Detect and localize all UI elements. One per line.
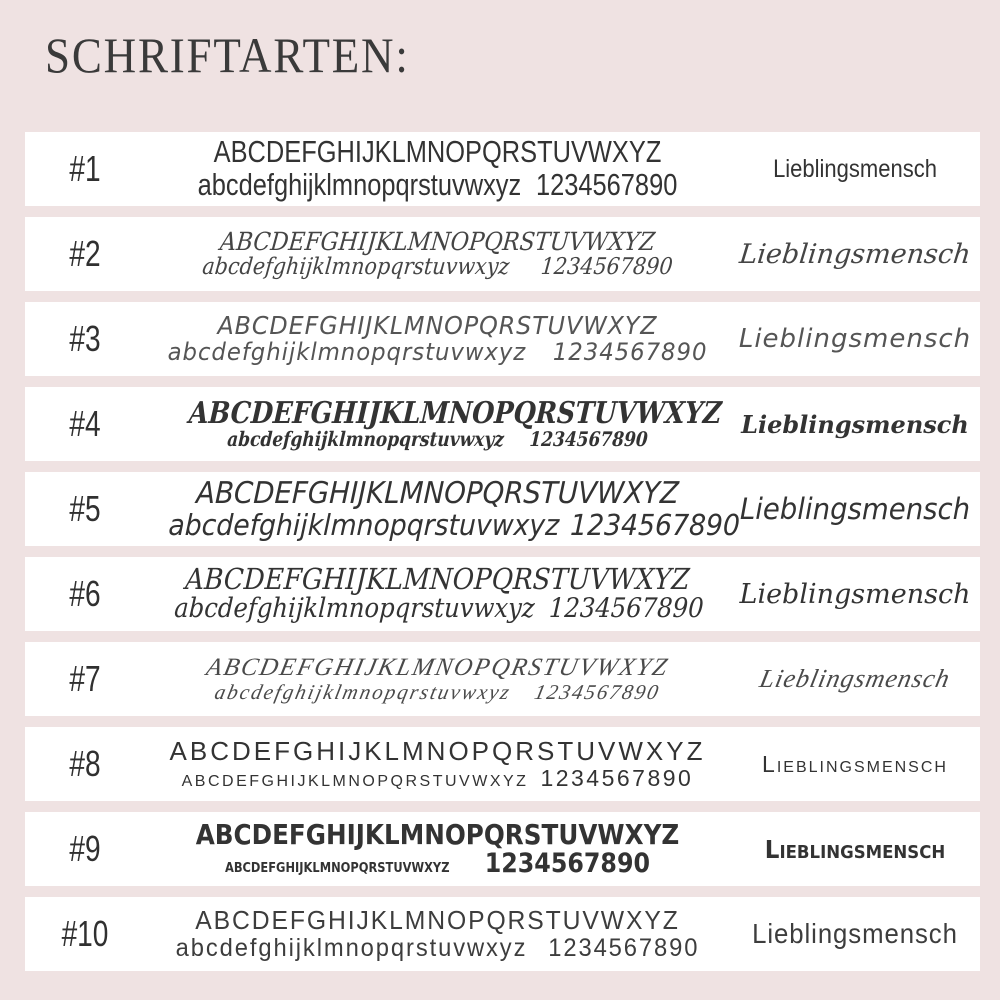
specimen-digits: 1234567890	[548, 593, 705, 625]
font-number: #7	[69, 658, 101, 699]
sample-word: Lieblingsmensch	[741, 409, 969, 439]
specimen-lowercase-line	[167, 507, 741, 542]
specimen-lowercase: abcdefghijklmnopqrstuvwxyz	[201, 254, 511, 281]
specimen-uppercase: ABCDEFGHIJKLMNOPQRSTUVWXYZ	[218, 226, 657, 256]
font-row-10	[25, 897, 980, 971]
specimen-lowercase-line	[173, 593, 705, 625]
specimen-uppercase: ABCDEFGHIJKLMNOPQRSTUVWXYZ	[169, 736, 706, 767]
specimen-uppercase: ABCDEFGHIJKLMNOPQRSTUVWXYZ	[195, 904, 680, 935]
font-specimen	[145, 313, 730, 365]
font-specimen	[145, 738, 730, 790]
specimen-lowercase: abcdefghijklmnopqrstuvwxyz	[197, 167, 522, 202]
specimen-lowercase-line	[160, 337, 716, 366]
specimen-lowercase-line	[180, 847, 695, 879]
specimen-lowercase-line	[188, 429, 687, 450]
specimen-lowercase-line	[173, 255, 702, 279]
specimen-lowercase-line	[143, 681, 733, 703]
specimen-digits: 1234567890	[540, 764, 694, 791]
specimen-lowercase: abcdefghijklmnopqrstuvwxyz	[175, 933, 528, 962]
specimen-uppercase: ABCDEFGHIJKLMNOPQRSTUVWXYZ	[184, 562, 691, 597]
specimen-uppercase: ABCDEFGHIJKLMNOPQRSTUVWXYZ	[203, 653, 672, 681]
specimen-lowercase: abcdefghijklmnopqrstuvwxyz	[226, 427, 505, 452]
specimen-lowercase: abcdefghijklmnopqrstuvwxyz	[181, 764, 529, 791]
sample-word: Lieblingsmensch	[739, 578, 971, 610]
specimen-lowercase: abcdefghijklmnopqrstuvwxyz	[167, 337, 527, 366]
specimen-digits: 1234567890	[528, 427, 649, 452]
font-row-4	[25, 387, 980, 461]
specimen-uppercase: ABCDEFGHIJKLMNOPQRSTUVWXYZ	[187, 395, 723, 431]
font-number: #2	[69, 233, 101, 274]
specimen-uppercase: ABCDEFGHIJKLMNOPQRSTUVWXYZ	[195, 817, 680, 851]
sample-word: Lieblingsmensch	[737, 238, 973, 270]
specimen-lowercase: abcdefghijklmnopqrstuvwxyz	[173, 593, 536, 625]
specimen-lowercase-line	[160, 935, 716, 962]
font-list	[25, 132, 980, 971]
page-title: SCHRIFTARTEN:	[45, 27, 410, 83]
sample-word: Lieblingsmensch	[739, 492, 971, 526]
font-number: #5	[69, 488, 101, 529]
font-specimen	[145, 395, 730, 452]
font-number: #4	[69, 403, 101, 444]
font-row-5	[25, 472, 980, 546]
font-row-9	[25, 812, 980, 886]
specimen-lowercase-line	[198, 169, 678, 202]
specimen-uppercase: ABCDEFGHIJKLMNOPQRSTUVWXYZ	[217, 311, 658, 341]
specimen-digits: 1234567890	[548, 933, 700, 962]
font-specimen	[145, 226, 730, 281]
sample-word: Lieblingsmensch	[773, 154, 937, 183]
specimen-lowercase: abcdefghijklmnopqrstuvwxyz	[167, 507, 560, 542]
specimen-lowercase: abcdefghijklmnopqrstuvwxyz	[212, 680, 514, 705]
sample-word: Lieblingsmensch	[757, 664, 954, 693]
font-row-7	[25, 642, 980, 716]
font-number: #1	[69, 148, 101, 189]
font-number: #8	[69, 743, 101, 784]
font-number: #6	[69, 573, 101, 614]
font-row-1	[25, 132, 980, 206]
specimen-lowercase: abcdefghijklmnopqrstuvwxyz	[224, 855, 450, 877]
sample-word: Lieblingsmensch	[738, 324, 972, 354]
sample-word: Lieblingsmensch	[762, 750, 948, 777]
font-number: #9	[69, 828, 101, 869]
specimen-uppercase: ABCDEFGHIJKLMNOPQRSTUVWXYZ	[213, 134, 662, 170]
font-number: #10	[61, 913, 109, 954]
specimen-digits: 1234567890	[532, 680, 663, 705]
specimen-digits: 1234567890	[569, 507, 741, 542]
font-row-2	[25, 217, 980, 291]
specimen-digits: 1234567890	[535, 167, 678, 202]
font-row-8	[25, 727, 980, 801]
sample-word: Lieblingsmensch	[764, 834, 946, 864]
font-specimen	[145, 564, 730, 623]
font-row-3	[25, 302, 980, 376]
specimen-digits: 1234567890	[539, 254, 674, 281]
font-specimen	[145, 904, 730, 962]
sample-word: Lieblingsmensch	[752, 918, 958, 949]
specimen-lowercase-line	[145, 766, 730, 790]
specimen-digits: 1234567890	[484, 847, 651, 879]
specimen-digits: 1234567890	[552, 337, 708, 366]
specimen-uppercase: ABCDEFGHIJKLMNOPQRSTUVWXYZ	[195, 475, 680, 511]
font-number: #3	[69, 318, 101, 359]
font-specimen	[145, 136, 730, 202]
font-row-6	[25, 557, 980, 631]
font-specimen	[145, 817, 730, 879]
font-specimen	[145, 475, 741, 542]
font-specimen	[145, 655, 730, 704]
